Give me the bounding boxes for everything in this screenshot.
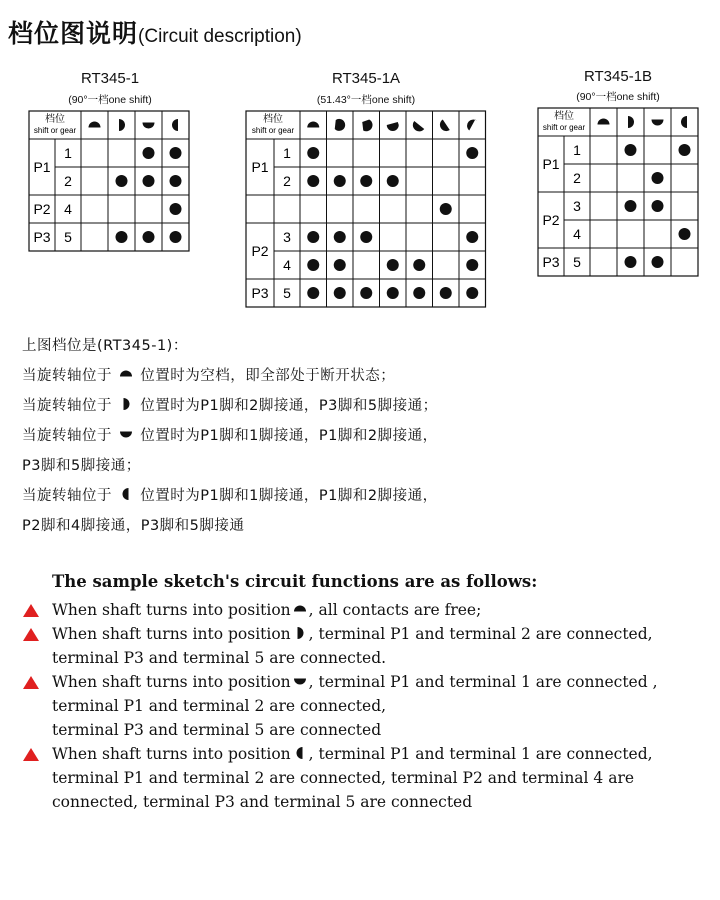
position-free-icon: [307, 122, 319, 128]
en-text: , terminal P1 and terminal 1 are connected ,: [308, 673, 658, 691]
zh-text: 位置时为P1脚和1脚接通，P1脚和2脚接通，: [140, 488, 438, 504]
contact-dot: [440, 287, 452, 299]
contact-dot: [466, 287, 478, 299]
contact-dot: [360, 231, 372, 243]
terminal-label: 1: [64, 145, 72, 161]
contact-dot: [307, 259, 319, 271]
position-p3-icon: [681, 116, 687, 128]
contact-dot: [652, 256, 664, 268]
contact-dot: [307, 175, 319, 187]
contact-dot: [679, 144, 691, 156]
position-a2-icon: [362, 120, 372, 132]
table-subtitle: (51.43°一档one shift): [316, 94, 416, 106]
zh-text: 当旋转轴位于: [22, 428, 112, 444]
zh-text: 当旋转轴位于: [22, 368, 112, 384]
en-text: terminal P1 and terminal 2 are connected, terminal P2 and terminal 4 are: [52, 769, 635, 787]
zh-desc-line: [22, 484, 438, 505]
contact-dot: [466, 147, 478, 159]
contact-dot: [143, 147, 155, 159]
contact-dot: [334, 175, 346, 187]
terminal-label: 4: [283, 257, 291, 273]
switch-table-rt345-1b: [537, 107, 701, 279]
terminal-label: 1: [573, 142, 581, 158]
en-text: , terminal P1 and terminal 1 are connected,: [308, 745, 653, 763]
position-free-icon: [293, 599, 307, 613]
contact-dot: [466, 231, 478, 243]
contact-dot: [334, 231, 346, 243]
en-text: When shaft turns into position: [52, 745, 291, 763]
position-p2-icon: [143, 123, 155, 129]
zh-text: 位置时为P1脚和1脚接通，P1脚和2脚接通，: [140, 428, 438, 444]
contact-dot: [307, 231, 319, 243]
contact-dot: [440, 203, 452, 215]
bullet-triangle-icon: [23, 748, 39, 761]
group-label: P1: [33, 159, 51, 175]
group-label: P2: [251, 243, 269, 259]
contact-dot: [170, 175, 182, 187]
switch-table-rt345-1a: [245, 110, 489, 310]
group-label: P2: [542, 212, 560, 228]
position-a3-icon: [387, 122, 399, 131]
en-text: When shaft turns into position: [52, 625, 291, 643]
group-label: P3: [542, 254, 560, 270]
en-text: When shaft turns into position: [52, 601, 291, 619]
group-label: P3: [251, 285, 269, 301]
position-free-icon: [89, 122, 101, 128]
en-text: When shaft turns into position: [52, 673, 291, 691]
header-label-en: shift or gear: [251, 126, 295, 135]
en-item-2: [52, 622, 653, 670]
position-a4-icon: [413, 121, 424, 131]
contact-dot: [334, 259, 346, 271]
position-p3-icon: [172, 119, 178, 131]
zh-desc-line: [22, 454, 141, 475]
contact-dot: [625, 200, 637, 212]
group-label: P3: [33, 229, 51, 245]
terminal-label: 5: [573, 254, 581, 270]
position-2-icon: [119, 427, 133, 441]
position-free-icon: [119, 367, 133, 381]
en-heading: The sample sketch's circuit functions are as follows:: [52, 572, 538, 591]
position-free-icon: [598, 119, 610, 125]
contact-dot: [625, 256, 637, 268]
contact-dot: [652, 200, 664, 212]
header-label: 档位: [45, 114, 65, 125]
terminal-label: 5: [283, 285, 291, 301]
contact-dot: [307, 287, 319, 299]
position-a6-icon: [467, 120, 477, 131]
group-label: P1: [251, 159, 269, 175]
contact-dot: [413, 287, 425, 299]
terminal-label: 2: [64, 173, 72, 189]
bullet-triangle-icon: [23, 628, 39, 641]
en-text: , all contacts are free;: [308, 601, 482, 619]
en-text: terminal P3 and terminal 5 are connected.: [52, 649, 387, 667]
terminal-label: 5: [64, 229, 72, 245]
table-subtitle: (90°一档one shift): [68, 94, 152, 106]
en-item-1: [52, 598, 481, 622]
contact-dot: [360, 175, 372, 187]
bullet-triangle-icon: [23, 676, 39, 689]
contact-dot: [387, 175, 399, 187]
terminal-label: 2: [573, 170, 581, 186]
group-label: P2: [33, 201, 51, 217]
group-label: P1: [542, 156, 560, 172]
table-subtitle: (90°一档one shift): [576, 91, 660, 103]
zh-desc-line: [22, 424, 438, 445]
title-en: (Circuit description): [138, 26, 302, 47]
table-name: RT345-1: [80, 70, 140, 87]
zh-desc-line: [22, 514, 244, 535]
position-1-icon: [293, 623, 307, 637]
terminal-label: 4: [573, 226, 581, 242]
zh-text: 位置时为P1脚和2脚接通，P3脚和5脚接通；: [140, 398, 438, 414]
zh-desc-line: [22, 394, 438, 415]
contact-dot: [334, 287, 346, 299]
en-text: , terminal P1 and terminal 2 are connected,: [308, 625, 653, 643]
zh-text: 位置时为空档，即全部处于断开状态；: [140, 368, 396, 384]
header-label: 档位: [263, 114, 283, 125]
en-text: terminal P1 and terminal 2 are connected,: [52, 697, 387, 715]
terminal-label: 3: [283, 229, 291, 245]
en-text: terminal P3 and terminal 5 are connected: [52, 721, 382, 739]
en-text: connected, terminal P3 and terminal 5 are connected: [52, 793, 473, 811]
position-2-icon: [293, 671, 307, 685]
contact-dot: [170, 147, 182, 159]
page-title: [8, 14, 302, 50]
position-a5-icon: [440, 120, 450, 132]
zh-text: P3脚和5脚接通；: [22, 458, 141, 474]
contact-dot: [387, 259, 399, 271]
contact-dot: [652, 172, 664, 184]
position-p2-icon: [652, 120, 664, 126]
zh-text: 上图档位是(RT345-1)：: [22, 338, 188, 354]
en-item-3: [52, 670, 658, 742]
terminal-label: 2: [283, 173, 291, 189]
position-p1-icon: [628, 116, 634, 128]
zh-desc-line: [22, 334, 188, 355]
en-item-4: [52, 742, 653, 814]
zh-desc-line: [22, 364, 395, 385]
zh-text: 当旋转轴位于: [22, 398, 112, 414]
zh-text: P2脚和4脚接通，P3脚和5脚接通: [22, 518, 245, 534]
position-a1-icon: [335, 119, 345, 131]
contact-dot: [143, 175, 155, 187]
contact-dot: [387, 287, 399, 299]
contact-dot: [413, 259, 425, 271]
title-zh: 档位图说明: [8, 19, 139, 48]
terminal-label: 4: [64, 201, 72, 217]
contact-dot: [116, 175, 128, 187]
table-name: RT345-1B: [583, 68, 653, 85]
table-name: RT345-1A: [331, 70, 401, 87]
position-p1-icon: [119, 119, 125, 131]
bullet-triangle-icon: [23, 604, 39, 617]
contact-dot: [170, 231, 182, 243]
contact-dot: [116, 231, 128, 243]
contact-dot: [679, 228, 691, 240]
terminal-label: 3: [573, 198, 581, 214]
contact-dot: [143, 231, 155, 243]
terminal-label: 1: [283, 145, 291, 161]
contact-dot: [466, 259, 478, 271]
header-label: 档位: [554, 111, 574, 122]
header-label-en: shift or gear: [33, 126, 77, 135]
position-3-icon: [119, 487, 133, 501]
contact-dot: [360, 287, 372, 299]
zh-text: 当旋转轴位于: [22, 488, 112, 504]
contact-dot: [625, 144, 637, 156]
contact-dot: [170, 203, 182, 215]
contact-dot: [307, 147, 319, 159]
header-label-en: shift or gear: [542, 123, 586, 132]
position-1-icon: [119, 397, 133, 411]
position-3-icon: [293, 743, 307, 757]
switch-table-rt345-1: [28, 110, 192, 254]
